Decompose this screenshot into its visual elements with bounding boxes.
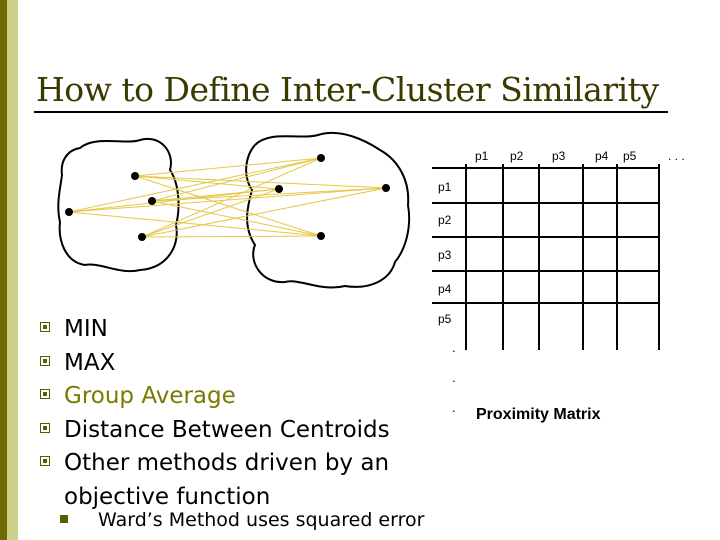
list-item-label: Distance Between Centroids	[64, 416, 390, 443]
matrix-col-label-p2: p2	[510, 149, 524, 163]
bullet-marker-icon	[40, 356, 50, 366]
matrix-col-ellipsis: . . .	[668, 149, 685, 163]
matrix-row-ellipsis-2: .	[452, 370, 456, 385]
sub-bullet-marker-icon	[60, 515, 68, 523]
matrix-col-label-p4: p4	[595, 149, 609, 163]
sub-bullet-label: Ward’s Method uses squared error	[98, 509, 425, 531]
matrix-row-label-p2: p2	[438, 213, 452, 227]
list-item-objective	[40, 447, 434, 514]
list-item-label: MAX	[64, 349, 116, 376]
sub-bullet-ward	[60, 509, 424, 531]
list-item-label: MIN	[64, 316, 108, 342]
matrix-row-label-p4: p4	[438, 282, 452, 296]
list-item-centroids	[40, 414, 434, 448]
matrix-row-ellipsis-3: .	[452, 400, 456, 415]
method-list	[40, 313, 434, 514]
matrix-row-ellipsis-1: .	[452, 340, 456, 355]
list-item-label: Group Average	[64, 383, 236, 409]
bullet-marker-icon	[40, 456, 50, 466]
matrix-row-label-p1: p1	[438, 180, 452, 194]
bullet-marker-icon	[40, 389, 50, 399]
proximity-matrix-caption: Proximity Matrix	[476, 406, 601, 423]
matrix-col-label-p5: p5	[623, 149, 637, 163]
list-item-min	[40, 313, 434, 347]
matrix-row-label-p3: p3	[438, 248, 452, 262]
matrix-col-label-p1: p1	[475, 149, 489, 163]
slide-title: How to Define Inter-Cluster Similarity	[36, 70, 659, 109]
list-item-max	[40, 347, 434, 381]
matrix-col-label-p3: p3	[552, 149, 566, 163]
list-item-label: Other methods driven by an objective function	[64, 450, 390, 510]
bullet-marker-icon	[40, 423, 50, 433]
list-item-group-average	[40, 380, 434, 414]
matrix-row-label-p5: p5	[438, 312, 452, 326]
bullet-marker-icon	[40, 322, 50, 332]
